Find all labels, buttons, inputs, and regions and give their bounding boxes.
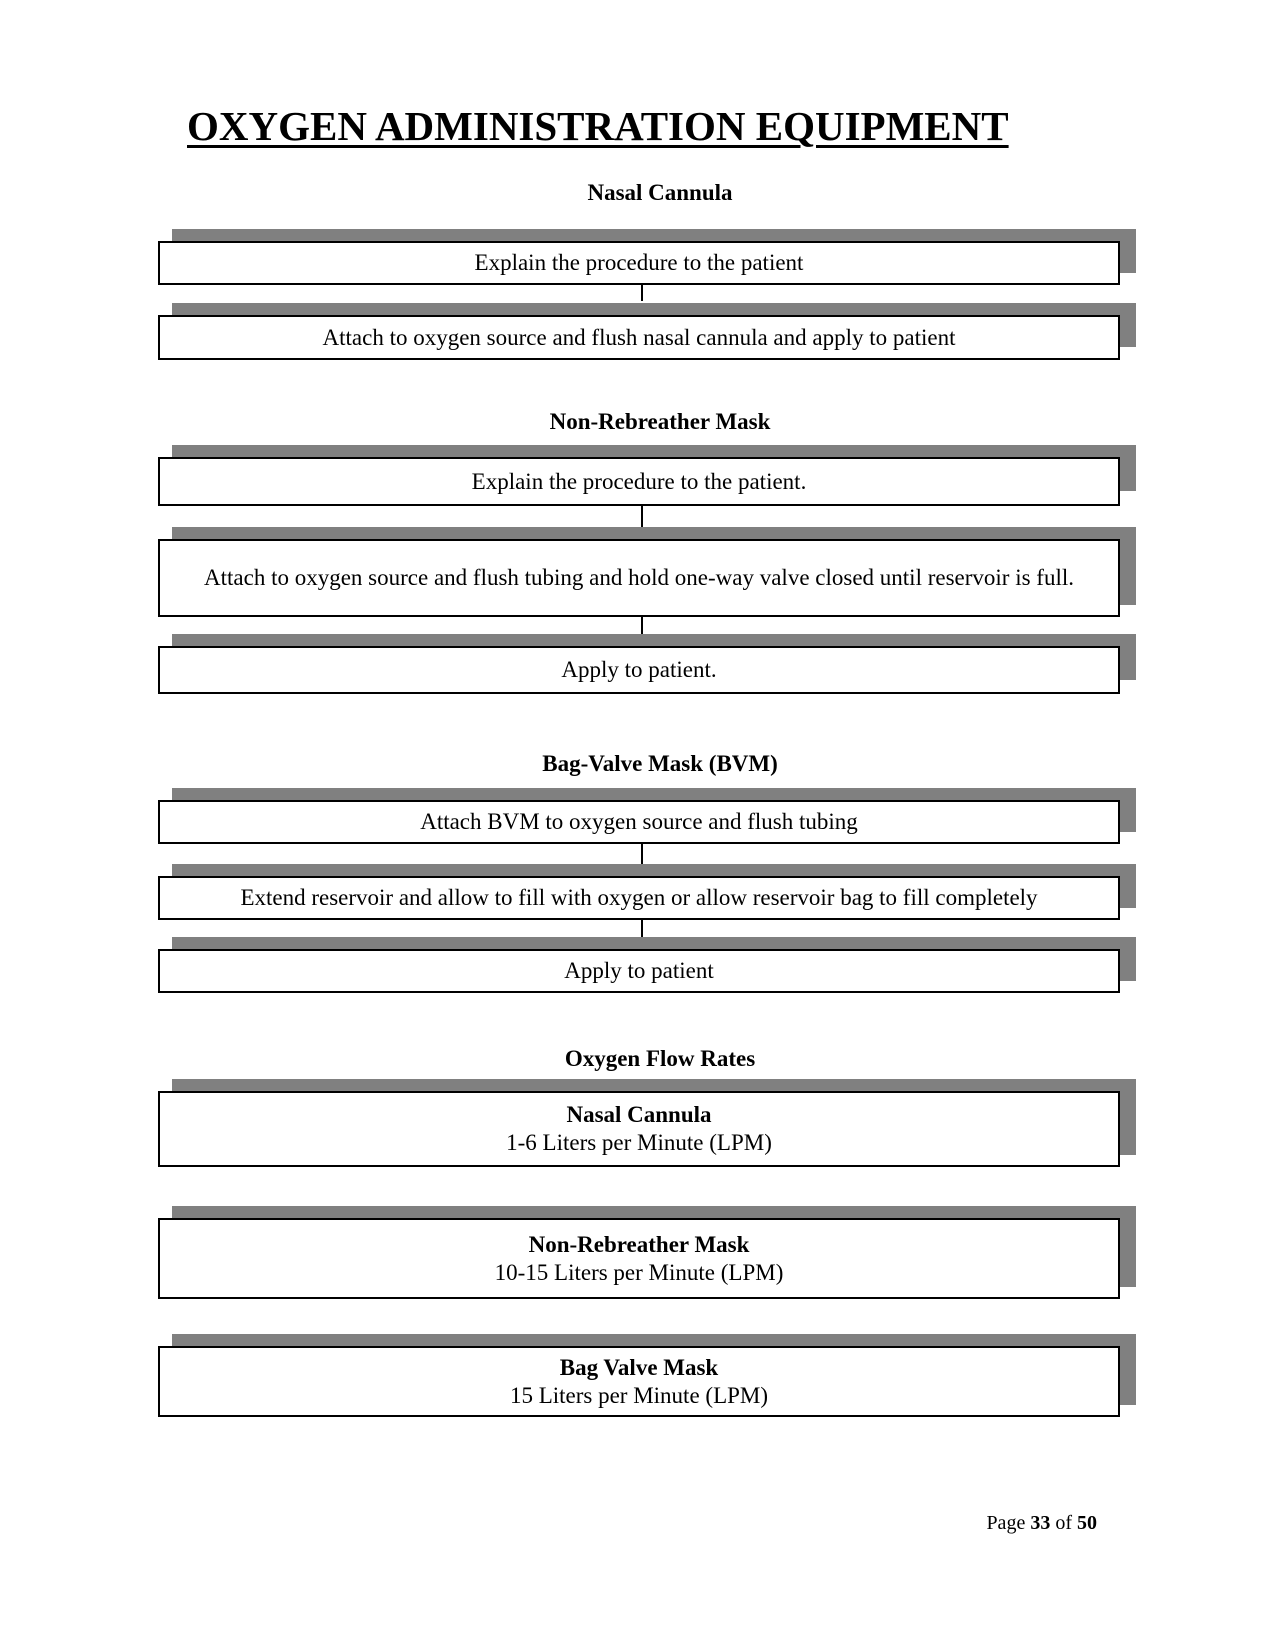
page-number bbox=[986, 1512, 1097, 1535]
page-total: 50 bbox=[1077, 1512, 1097, 1534]
connector-line bbox=[641, 285, 643, 301]
page-label: Page bbox=[986, 1512, 1026, 1534]
flow-rate-value: 15 Liters per Minute (LPM) bbox=[509, 1382, 769, 1408]
step-box: Attach BVM to oxygen source and flush tubing bbox=[158, 800, 1120, 844]
section-heading-bvm: Bag-Valve Mask (BVM) bbox=[542, 751, 778, 776]
step-box: Apply to patient. bbox=[158, 646, 1120, 694]
step-box: Attach to oxygen source and flush tubing and hold one-way valve closed until reservoir is full. bbox=[158, 539, 1120, 617]
flow-rate-box bbox=[158, 1346, 1120, 1417]
page-title: OXYGEN ADMINISTRATION EQUIPMENT bbox=[187, 103, 1009, 149]
step-box: Explain the procedure to the patient bbox=[158, 241, 1120, 285]
section-heading-non-rebreather: Non-Rebreather Mask bbox=[549, 409, 771, 434]
of-label: of bbox=[1055, 1512, 1072, 1534]
section-heading-flow-rates: Oxygen Flow Rates bbox=[564, 1046, 756, 1071]
connector-line bbox=[641, 920, 643, 937]
step-box: Extend reservoir and allow to fill with oxygen or allow reservoir bag to fill completely bbox=[158, 876, 1120, 920]
step-box: Explain the procedure to the patient. bbox=[158, 457, 1120, 506]
flow-rate-name: Non-Rebreather Mask bbox=[528, 1231, 750, 1257]
flow-rate-name: Bag Valve Mask bbox=[559, 1354, 719, 1380]
flow-rate-name: Nasal Cannula bbox=[566, 1102, 712, 1127]
flow-rate-value: 10-15 Liters per Minute (LPM) bbox=[494, 1259, 784, 1285]
connector-line bbox=[641, 506, 643, 527]
step-box: Attach to oxygen source and flush nasal cannula and apply to patient bbox=[158, 315, 1120, 360]
section-heading-nasal-cannula: Nasal Cannula bbox=[587, 180, 733, 205]
step-box: Apply to patient bbox=[158, 949, 1120, 993]
flow-rate-box bbox=[158, 1091, 1120, 1167]
connector-line bbox=[641, 844, 643, 864]
page-current: 33 bbox=[1030, 1512, 1051, 1534]
flow-rate-box bbox=[158, 1218, 1120, 1299]
flow-rate-value: 1-6 Liters per Minute (LPM) bbox=[506, 1130, 772, 1155]
connector-line bbox=[641, 617, 643, 634]
